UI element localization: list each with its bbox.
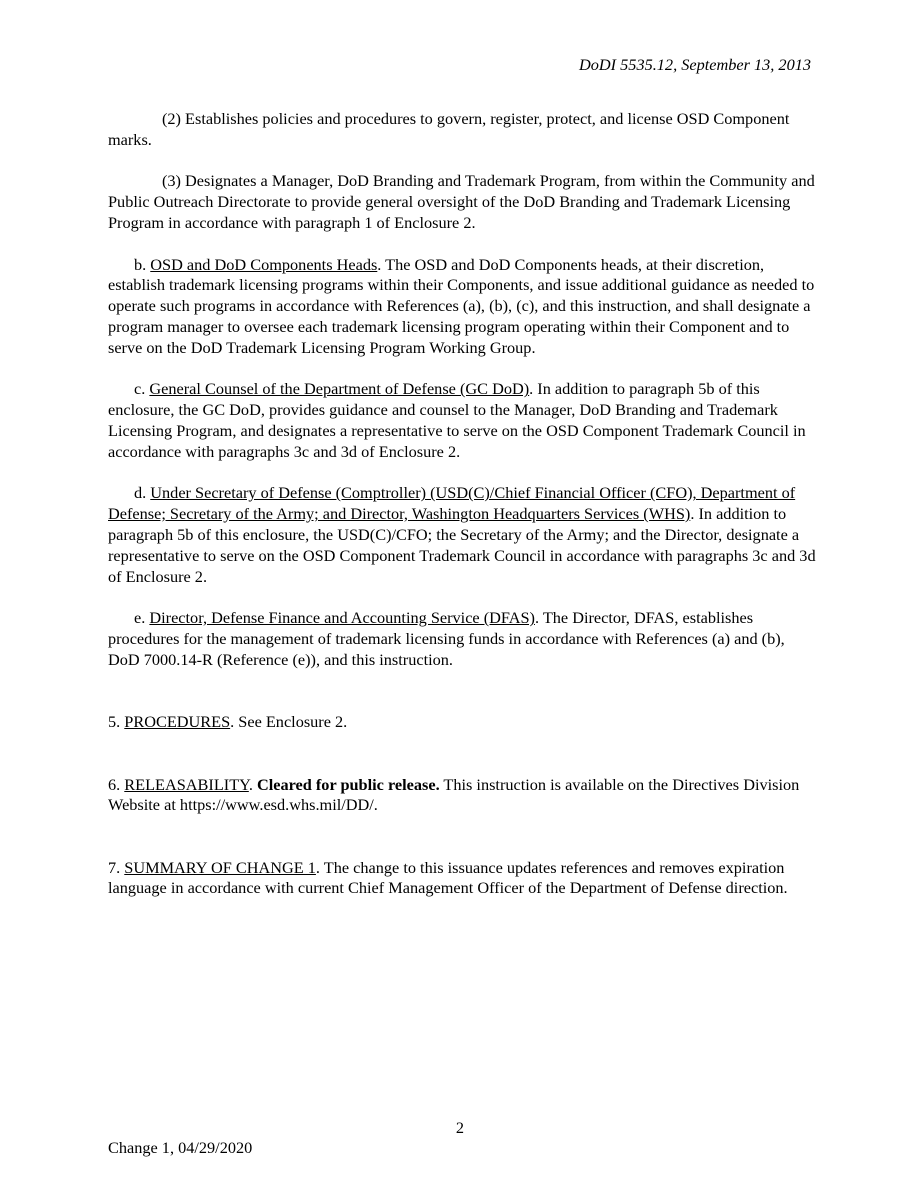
document-header: DoDI 5535.12, September 13, 2013: [579, 55, 811, 74]
paragraph-a3: (3) Designates a Manager, DoD Branding and Trademark Program, from within the Community and Public Outreach Directorate to provide general oversight of the DoD Branding and Trademark Licensing Program in accordance with paragraph 1 of Enclosure 2.: [108, 171, 815, 232]
section-5-procedures: [108, 712, 816, 733]
section-7-prefix: 7.: [108, 857, 125, 877]
paragraph-e: [108, 608, 816, 670]
paragraph-d-title: Under Secretary of Defense (Comptroller) (USD(C)/Chief Financial Officer (CFO), Department of Defense; Secretary of the Army; and Director, Washington Headquarters Services (WHS): [108, 483, 796, 524]
section-5-body: . See Enclosure 2.: [230, 712, 348, 732]
paragraph-d: [108, 483, 816, 587]
paragraph-c-body: . In addition to paragraph 5b of this enclosure, the GC DoD, provides guidance and counsel to the Manager, DoD Branding and Trademark Licensing Program, and designates a representative to serve on the OSD Component Trademark Council in accordance with paragraphs 3c and 3d of Enclosure 2.: [108, 379, 806, 461]
page-number: 2: [455, 1118, 465, 1137]
paragraph-d-prefix: d.: [134, 483, 151, 503]
section-6-mid: .: [248, 774, 257, 794]
section-6-releasability: [108, 775, 816, 817]
section-5-title: PROCEDURES: [124, 712, 231, 732]
paragraph-c-prefix: c.: [134, 379, 150, 399]
paragraph-d-body: . In addition to paragraph 5b of this enclosure, the USD(C)/CFO; the Secretary of the Army; and the Director, designate a representative to serve on the OSD Component Trademark Council in accordance with paragraphs 3c and 3d of Enclosure 2.: [108, 504, 816, 586]
paragraph-e-prefix: e.: [134, 608, 150, 628]
section-7-title: SUMMARY OF CHANGE 1: [124, 857, 316, 877]
change-footer: Change 1, 04/29/2020: [108, 1138, 253, 1157]
section-5-prefix: 5.: [108, 712, 125, 732]
section-6-title: RELEASABILITY: [124, 774, 249, 794]
paragraph-c: [108, 379, 816, 462]
paragraph-a2: (2) Establishes policies and procedures to govern, register, protect, and license OSD Component marks.: [108, 109, 790, 149]
section-6-prefix: 6.: [108, 774, 125, 794]
section-6-bold: Cleared for public release.: [256, 774, 440, 794]
section-7-summary-of-change: [108, 858, 816, 900]
section-6-body: This instruction is available on the Directives Division Website at https://www.esd.whs.mil/DD/.: [108, 774, 800, 815]
paragraph-e-body: . The Director, DFAS, establishes procedures for the management of trademark licensing funds in accordance with References (a) and (b), DoD 7000.14-R (Reference (e)), and this instruction.: [108, 608, 785, 669]
paragraph-b: [108, 255, 816, 359]
section-7-body: . The change to this issuance updates references and removes expiration language in accordance with current Chief Management Officer of the Department of Defense direction.: [108, 857, 788, 898]
paragraph-b-prefix: b.: [134, 254, 151, 274]
paragraph-b-title: OSD and DoD Components Heads: [150, 254, 378, 274]
paragraph-c-title: General Counsel of the Department of Defense (GC DoD): [149, 379, 530, 399]
paragraph-b-body: . The OSD and DoD Components heads, at their discretion, establish trademark licensing programs within their Components, and issue additional guidance as needed to operate such programs in accordance with References (a), (b), (c), and this instruction, and shall designate a program manager to oversee each trademark licensing program operating within their Component and to serve on the DoD Trademark Licensing Program Working Group.: [108, 254, 815, 357]
paragraph-e-title: Director, Defense Finance and Accounting Service (DFAS): [149, 608, 535, 628]
document-body: [108, 109, 816, 899]
